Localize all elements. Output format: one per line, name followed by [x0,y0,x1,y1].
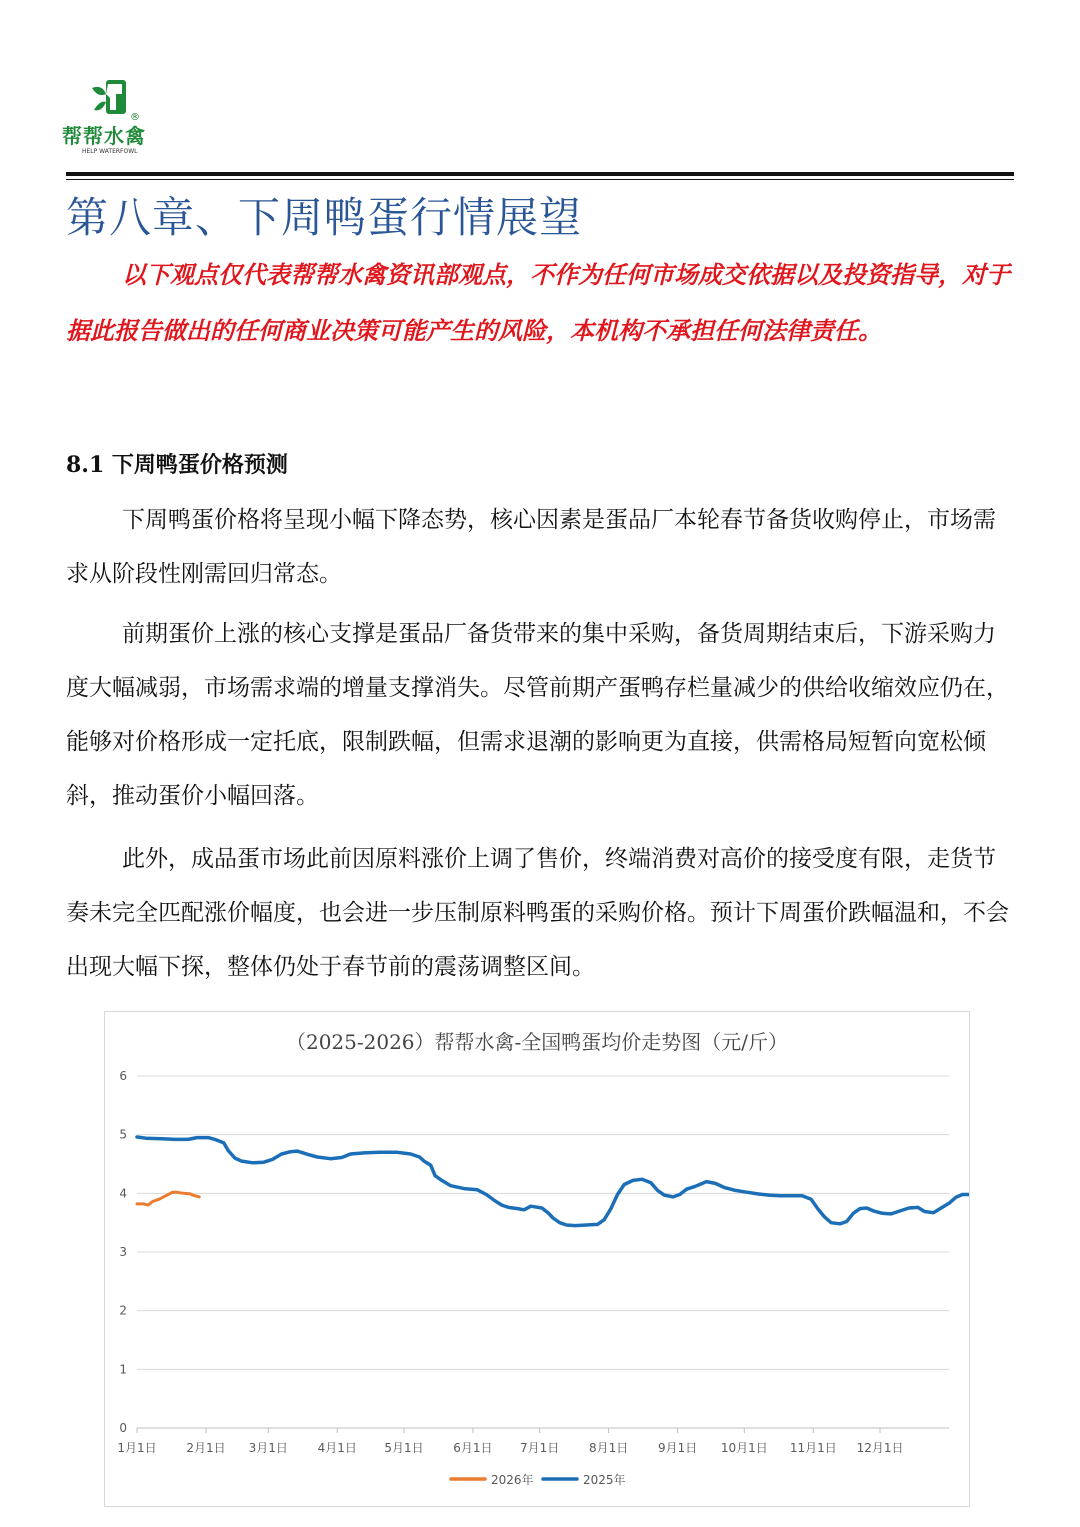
chapter-title: 第八章、下周鸭蛋行情展望 [66,193,583,242]
logo-text-en: HELP WATERFOWL [82,148,138,155]
price-chart [104,1011,970,1507]
y-tick-label: 5 [119,1127,127,1142]
y-tick-label: 6 [119,1069,127,1083]
y-tick-label: 0 [119,1421,127,1435]
paragraph [66,832,1016,994]
legend-label: 2025年 [583,1473,626,1487]
paragraph [66,493,1016,601]
x-tick-label: 6月1日 [453,1441,493,1455]
x-tick-label: 2月1日 [186,1441,226,1455]
paragraph-text: 下周鸭蛋价格将呈现小幅下降态势，核心因素是蛋品厂本轮春节备货收购停止，市场需求从阶段性刚需回归常态。 [66,507,996,587]
y-tick-label: 2 [119,1303,127,1318]
x-tick-label: 10月1日 [720,1441,768,1455]
header-rule-thin [66,179,1014,180]
registered-mark: ® [130,112,140,123]
series-line-2026 [137,1192,199,1205]
header-rule [66,172,1014,176]
logo-text-cn: 帮帮水禽 [62,124,146,148]
x-tick-label: 4月1日 [317,1441,357,1455]
x-tick-label: 9月1日 [657,1441,698,1455]
disclaimer-text: 以下观点仅代表帮帮水禽资讯部观点，不作为任何市场成交依据以及投资指导，对于据此报告做出的任何商业决策可能产生的风险，本机构不承担任何法律责任。 [66,260,1010,345]
x-tick-label: 5月1日 [384,1441,424,1455]
y-tick-label: 1 [119,1362,127,1377]
x-tick-label: 8月1日 [588,1441,629,1455]
legend-label: 2026年 [491,1473,534,1487]
y-tick-label: 4 [119,1186,127,1201]
chart-plot [105,1012,969,1506]
x-tick-label: 11月1日 [789,1441,837,1455]
x-tick-label: 1月1日 [117,1441,157,1455]
chart-title: （2025-2026）帮帮水禽-全国鸭蛋均价走势图（元/斤） [285,1030,789,1054]
section-title: 8.1 下周鸭蛋价格预测 [66,452,288,478]
x-tick-label: 3月1日 [248,1441,288,1455]
paragraph [66,607,1016,823]
series-line-2025 [137,1137,969,1226]
disclaimer [66,247,1016,359]
company-logo [62,80,172,160]
y-tick-label: 3 [119,1245,127,1259]
x-tick-label: 12月1日 [856,1441,904,1455]
logo-leaf-icon [92,80,128,116]
paragraph-text: 此外，成品蛋市场此前因原料涨价上调了售价，终端消费对高价的接受度有限，走货节奏未完全匹配涨价幅度，也会进一步压制原料鸭蛋的采购价格。预计下周蛋价跌幅温和，不会出现大幅下探，整体仍处于春节前的震荡调整区间。 [66,846,1009,980]
x-tick-label: 7月1日 [520,1441,560,1455]
paragraph-text: 前期蛋价上涨的核心支撑是蛋品厂备货带来的集中采购，备货周期结束后，下游采购力度大幅减弱，市场需求端的增量支撑消失。尽管前期产蛋鸭存栏量减少的供给收缩效应仍在，能够对价格形成一定托底，限制跌幅，但需求退潮的影响更为直接，供需格局短暂向宽松倾斜，推动蛋价小幅回落。 [66,621,1009,809]
